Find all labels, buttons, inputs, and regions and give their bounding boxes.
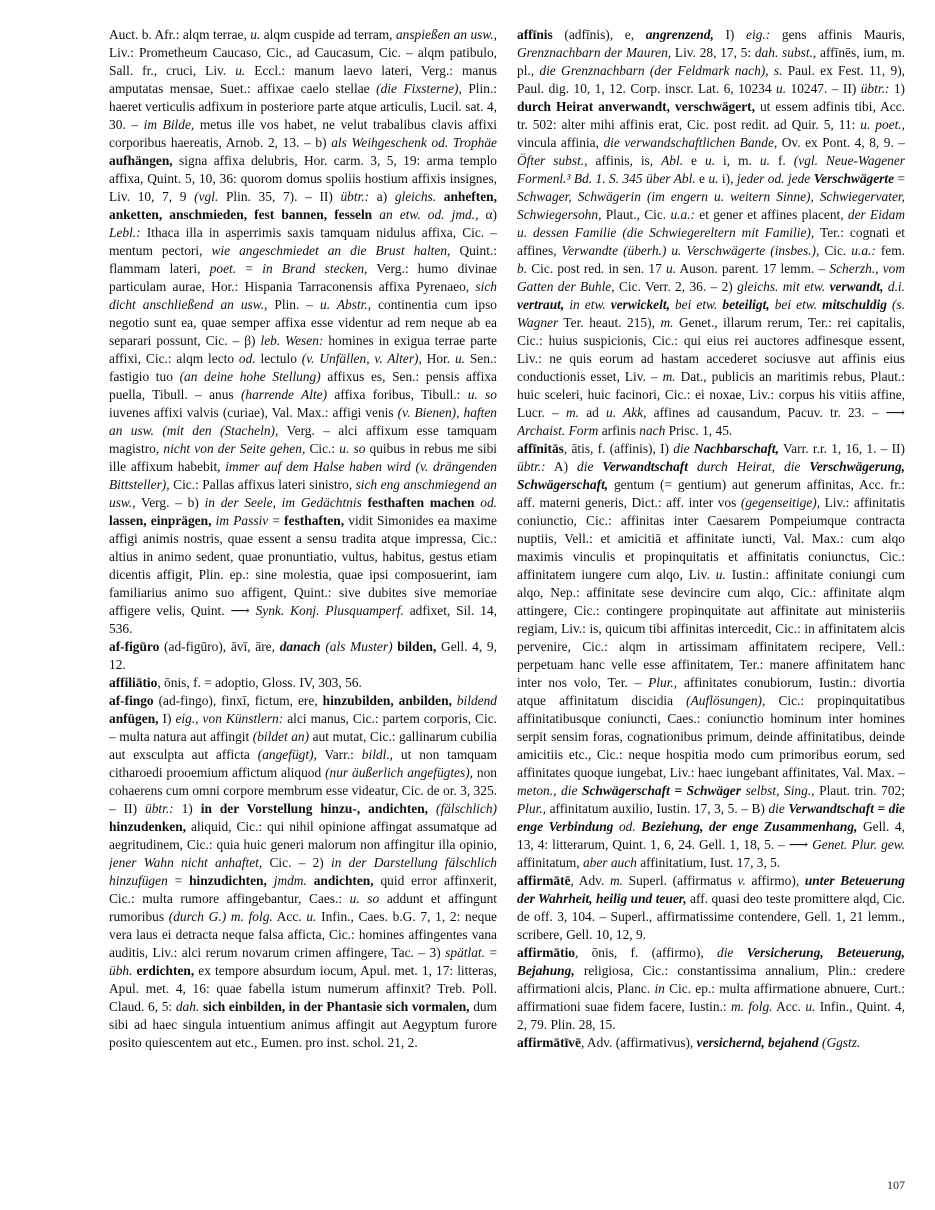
right-column xyxy=(517,26,905,1052)
entry-affigo-continuation: Auct. b. Afr.: alqm terrae, u. alqm cuspide ad terram, anspießen an usw., Liv.: Prometheum Caucaso, Cic., ad Caucasum, Cic. – alqm patibulo, Sall. fr., cruci, Liv. u. Eccl.: manum laevo lateri, Verg.: manus amputatas mensae, Suet.: affixae caelo stellae (die Fixsterne), Plin.: haeret verticulis adfixum in posteriore parte atque articulis, Lucil. sat. 4, 30. – im Bilde, metus ille vos habet, ne velut trabalibus clavis affixi corporibus haereatis, Arnob. 2, 13. – b) als Weihgeschenk od. Trophäe aufhängen, signa affixa delubris, Hor. carm. 3, 5, 19: arma templo affixa, Quint. 5, 10, 36: quorom domus spoliis hostium affixis insignes, Liv. 10, 7, 9 (vgl. Plin. 35, 7). – II) übtr.: a) gleichs. anheften, anketten, anschmieden, fest bannen, fesseln an etw. od. jmd., α) Lebl.: Ithaca illa in asperrimis saxis tamquam nidulus affixa, Cic. – mentum pectori, wie angeschmiedet an die Brust halten, Quint.: flammam lateri, poet. = in Brand stecken, Verg.: humo divinae particulam aurae, Hor.: Hispania Tarraconensis affixa Pyrenaeo, sich dicht anschließend an usw., Plin. – u. Abstr., continentia cum ipso negotio sunt ea, quae semper affixa esse videntur ad rem neque ab ea separari possunt, Cic. – β) leb. Wesen: homines in exigua terrae parte affixi, Cic.: alqm lecto od. lectulo (v. Unfällen, v. Alter), Hor. u. Sen.: fastigio tuo (an deine hohe Stellung) affixus es, Sen.: pensis affixa puella, Tibull. – anus (harrende Alte) affixa foribus, Tibull.: u. so iuvenes affixi valvis (curiae), Val. Max.: affigi venis (v. Bienen), haften an usw. (mit den (Stacheln), Verg. – alci affixum esse tamquam magistro, nicht von der Seite gehen, Cic.: u. so quibus in rebus me sibi ille affixum habebit, immer auf dem Halse haben wird (v. drängenden Bittsteller), Cic.: Pallas affixus lateri sinistro, sich eng anschmiegend an usw., Verg. – b) in der Seele, im Gedächtnis festhaften machen od. lassen, einprägen, im Passiv = festhaften, vidit Simonides ea maxime affigi animis nostris, quae essent a sensu tradita atque impressa, Cic.: altius in animo sedent, quae pronuntiatio, vultus, habitus, gestus etiam dicentis affigit, Plin. ep.: sine molestia, quae ipsi composuerint, iam familiarius animo suo affigent, Quint.: sive dubites sive memoriae affigere velis, Quint. ⟶ Synk. Konj. Plusquamperf. adfixet, Sil. 14, 536. xyxy=(109,27,497,636)
left-column xyxy=(109,26,497,1052)
entry-affirmative: affirmātīvē, Adv. (affirmativus), versichernd, bejahend (Ggstz. xyxy=(517,1035,861,1050)
entry-affirmatio: affirmātio, ōnis, f. (affirmo), die Versicherung, Beteuerung, Bejahung, religiosa, Cic.: constantissima annalium, Plin.: credere affirmationi alcis, Planc. in Cic. ep.: multa affirmatione abnuere, Curt.: affirmationi suae fidem facere, Iustin.: m. folg. Acc. u. Infin., Quint. 4, 2, 79. Plin. 28, 15. xyxy=(517,945,905,1032)
entry-affiguro: af-figūro (ad-figūro), āvī, āre, danach (als Muster) bilden, Gell. 4, 9, 12. xyxy=(109,639,497,672)
page-number: 107 xyxy=(887,1178,905,1192)
entry-affinis: affīnis (adfīnis), e, angrenzend, I) eig.: gens affinis Mauris, Grenznachbarn der Mauren, Liv. 28, 17, 5: dah. subst., affīnēs, ium, m. pl., die Grenznachbarn (der Feldmark nach), s. Paul. ex Fest. 11, 9), Paul. dig. 10, 1, 12. Corp. inscr. Lat. 6, 10234 u. 10247. – II) übtr.: 1) durch Heirat anverwandt, verschwägert, ut essem adfinis tibi, Acc. tr. 502: alter mihi affinis erat, Cic. post redit. ad Quir. 5, 11: u. poet., vincula affinia, die verwandschaftlichen Bande, Ov. ex Pont. 4, 8, 9. – Öfter subst., affinis, is, Abl. e u. i, m. u. f. (vgl. Neue-Wagener Formenl.³ Bd. 1. S. 345 über Abl. e u. i), jeder od. jede Verschwägerte = Schwager, Schwägerin (im engern u. weitern Sinne), Schwiegervater, Schwiegersohn, Plaut., Cic. u.a.: et gener et affines placent, der Eidam u. dessen Familie (die Schwiegereltern mit Familie), Ter.: cognati et affines, Verwandte (überh.) u. Verschwägerte (insbes.), Cic. u.a.: fem. b. Cic. post red. in sen. 17 u. Auson. parent. 17 lemm. – Scherzh., vom Gatten der Buhle, Cic. Verr. 2, 36. – 2) gleichs. mit etw. verwandt, d.i. vertraut, in etw. verwickelt, bei etw. beteiligt, bei etw. mitschuldig (s. Wagner Ter. heaut. 215), m. Genet., illarum rerum, Ter.: rei capitalis, Cic.: huius suspicionis, Cic.: qui eius rei auctores adfinesque essent, Liv.: ne quis eorum ad hastam accederet sociusve aut affinis eius conductionis esset, Liv. – m. Dat., publicis an maritimis rebus, Plaut.: huic sceleri, huic facinori, Cic.: ei noxae, Liv.: corpus his vitiis affine, Lucr. – m. ad u. Akk, affines ad causandum, Pacuv. tr. 23. – ⟶ Archaist. Form arfinis nach Prisc. 1, 45. xyxy=(517,27,905,438)
entry-affinitas: affīnitās, ātis, f. (affinis), I) die Nachbarschaft, Varr. r.r. 1, 16, 1. – II) übtr.: A) die Verwandtschaft durch Heirat, die Verschwägerung, Schwägerschaft, gentum (= gentium) aut generum affinitas, Acc. fr.: aff. materni generis, Dict.: aff. inter vos (gegenseitige), Liv.: affinitatis coniunctio, Cic.: affinitas inter Caesarem Pompeiumque contracta nuptiis, Vell.: et amicitiā et affinitate iuncti, Val. Max.: cum alqo maximis vinculis et propinquitatis et affinitatis coniunctus, Cic.: affinitatem iungere cum alqo, Liv. u. Iustin.: affinitate coniungi cum alqo, Nep.: affinitate sese devincire cum alqo, Cic.: affinitate alqm attingere, Cic.: contingere propinquitate aut affinitate aut ministeriis regiam, Liv.: is, quicum tibi affinitas intercedit, Cic.: in affinitatem alcis pervenire, Cic.: alqm in artissimam affinitatem recipere, Vell.: perpetuam hanc velle esse affinitatem, Ter.: manere affinitatem hanc inter nos volo, Ter. – Plur., affinitates conubiorum, Iustin.: divortia atque affinitatum discidia (Auflösungen), Cic.: propinquitatibus affinitatibusque coniuncti, Caes.: coniunctio hominum inter homines serpit sensim foras, cognationibus primum, deinde affinitatibus, deinde amicitiis etc., Cic.: neque hospitia modo cum primoribus eorum, sed affinitates quoque iungebat, Liv.: haec iungebant affinitates, Val. Max. – meton., die Schwägerschaft = Schwäger selbst, Sing., Plaut. trin. 702; Plur., affinitatum auxilio, Iustin. 17, 3, 5. – B) die Verwandtschaft = die enge Verbindung od. Beziehung, der enge Zusammenhang, Gell. 4, 13, 4: litterarum, Quint. 1, 6, 24. Gell. 1, 18, 5. – ⟶ Genet. Plur. gew. affinitatum, aber auch affinitatium, Iust. 17, 3, 5. xyxy=(517,441,905,870)
entry-affingo: af-fingo (ad-fingo), finxī, fictum, ere, hinzubilden, anbilden, bildend anfügen, I) eig., von Künstlern: alci manus, Cic.: partem corporis, Cic. – multa natura aut affingit (bildet an) aut mutat, Cic.: gallinarum cubilia aut exsculpta aut afficta (angefügt), Varr.: bildl., ut non tamquam citharoedi prooemium affictum aliquod (nur äußerlich angefügtes), non cohaerens cum omni corpore membrum esse videatur, Cic. de or. 3, 325. – II) übtr.: 1) in der Vorstellung hinzu-, andichten, (fälschlich) hinzudenken, aliquid, Cic.: qui nihil opinione affingat assumatque ad aegritudinem, Cic.: quia huic generi malorum non affingitur illa opinio, jener Wahn nicht anhaftet, Cic. – 2) in der Darstellung fälschlich hinzufügen = hinzudichten, jmdm. andichten, quid error affinxerit, Cic.: multa rumore affingebantur, Caes.: u. so addunt et affingunt rumoribus (durch G.) m. folg. Acc. u. Infin., Caes. b.G. 7, 1, 2: neque vera laus ei detracta neque falsa afficta, Cic.: homines affingentes vana auditis, Liv.: alci rerum novarum crimen affingere, Tac. – 3) spätlat. = übh. erdichten, ex tempore absurdum iocum, Apul. met. 1, 17: litteras, Apul. met. 4, 16: quae fabella istum numerum affinxit? Treb. Poll. Claud. 6, 5: dah. sich einbilden, in der Phantasie sich vormalen, dum sibi ad haec singula intuentium animus affingit aut Aegyptum furore posito quiescentem aut etc., Eumen. pro inst. schol. 21, 2. xyxy=(109,693,497,1050)
entry-affirmate: affirmātē, Adv. m. Superl. (affirmatus v. affirmo), unter Beteuerung der Wahrheit, heilig und teuer, aff. quasi deo teste promittere alqd, Cic. de off. 3, 104. – Superl., affirmatissime contendere, Gell. 1, 21 lemm., scribere, Gell. 10, 12, 9. xyxy=(517,873,905,942)
entry-affiliatio: affiliātio, ōnis, f. = adoptio, Gloss. IV, 303, 56. xyxy=(109,675,362,690)
